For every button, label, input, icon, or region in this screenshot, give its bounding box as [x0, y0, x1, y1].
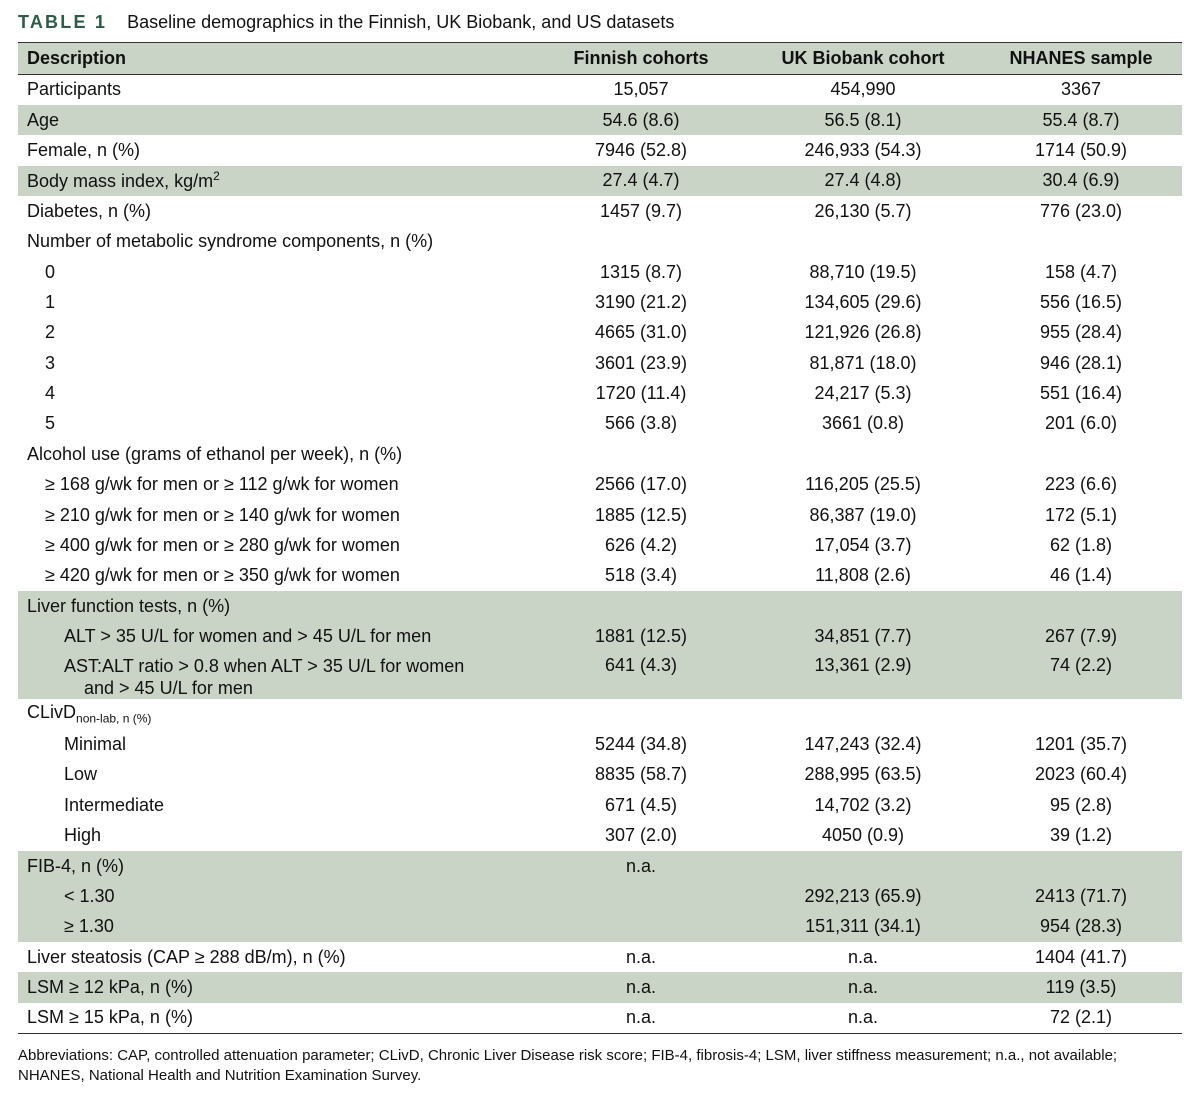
- subscript-text: non-lab: [76, 711, 117, 726]
- demographics-table: [18, 42, 1182, 1034]
- cell-finnish: 671 (4.5): [604, 794, 678, 815]
- cell-finnish: 626 (4.2): [604, 535, 678, 556]
- cell-ukbiobank: 121,926 (26.8): [804, 322, 922, 343]
- row-description: ≥ 168 g/wk for men or ≥ 112 g/wk for women: [45, 474, 399, 495]
- row-description: Participants: [27, 79, 122, 100]
- row-description: 5: [45, 413, 56, 434]
- cell-ukbiobank: 13,361 (2.9): [814, 654, 912, 675]
- row-description: Diabetes, n (%): [27, 200, 152, 221]
- cell-nhanes: 46 (1.4): [1049, 565, 1113, 586]
- table-row: [18, 790, 1182, 820]
- row-description: Liver steatosis (CAP ≥ 288 dB/m), n (%): [27, 946, 346, 967]
- cell-finnish: 5244 (34.8): [594, 734, 688, 754]
- cell-nhanes: 74 (2.2): [1049, 654, 1113, 675]
- table-row: [18, 409, 1182, 439]
- cell-finnish: [536, 591, 746, 621]
- row-description: Intermediate: [64, 794, 165, 815]
- cell-finnish: 566 (3.8): [604, 413, 678, 434]
- cell-ukbiobank: 27.4 (4.8): [824, 170, 902, 191]
- cell-finnish: 8835 (58.7): [594, 764, 688, 785]
- cell-nhanes: 223 (6.6): [1044, 474, 1118, 495]
- row-description: High: [64, 825, 102, 846]
- row-description: Age: [27, 109, 60, 130]
- cell-nhanes: [980, 699, 1182, 729]
- cell-nhanes: 556 (16.5): [1039, 291, 1123, 312]
- cell-ukbiobank: 292,213 (65.9): [804, 885, 922, 906]
- header-finnish: Finnish cohorts: [536, 43, 746, 75]
- cell-ukbiobank: 56.5 (8.1): [824, 109, 902, 130]
- cell-finnish: 641 (4.3): [604, 654, 678, 675]
- row-description: 3: [45, 352, 56, 373]
- cell-finnish: 1885 (12.5): [594, 504, 688, 525]
- row-description: ≥ 210 g/wk for men or ≥ 140 g/wk for women: [45, 504, 400, 525]
- table-row: [18, 942, 1182, 972]
- cell-ukbiobank: 134,605 (29.6): [804, 291, 922, 312]
- row-description: Minimal: [64, 734, 127, 754]
- cell-finnish: n.a.: [625, 855, 657, 876]
- cell-ukbiobank: 3661 (0.8): [821, 413, 905, 434]
- row-description: FIB-4, n (%): [27, 855, 125, 876]
- cell-ukbiobank: 4050 (0.9): [821, 825, 905, 846]
- table-row: [18, 760, 1182, 790]
- table-row: [18, 470, 1182, 500]
- cell-finnish: [536, 699, 746, 729]
- cell-ukbiobank: [746, 439, 980, 469]
- row-description: [18, 699, 536, 729]
- cell-finnish: 54.6 (8.6): [602, 109, 680, 130]
- row-description: ≥ 400 g/wk for men or ≥ 280 g/wk for women: [45, 535, 400, 556]
- cell-ukbiobank: 288,995 (63.5): [804, 764, 922, 785]
- table-row: [18, 699, 1182, 729]
- cell-nhanes: 55.4 (8.7): [1042, 109, 1120, 130]
- cell-nhanes: 62 (1.8): [1049, 535, 1113, 556]
- row-description: < 1.30: [64, 885, 115, 906]
- table-row: [18, 378, 1182, 408]
- cell-nhanes: 954 (28.3): [1039, 916, 1123, 937]
- cell-finnish: [536, 881, 746, 911]
- cell-nhanes: 30.4 (6.9): [1042, 170, 1120, 191]
- cell-finnish: 307 (2.0): [604, 825, 678, 846]
- cell-finnish: 3190 (21.2): [594, 291, 688, 312]
- table-caption: [18, 12, 1182, 42]
- subscript: [76, 712, 151, 726]
- row-description: 1: [45, 291, 56, 312]
- cell-finnish: 518 (3.4): [604, 565, 678, 586]
- cell-nhanes: 1201 (35.7): [1034, 734, 1128, 754]
- cell-ukbiobank: [746, 591, 980, 621]
- cell-finnish: [536, 226, 746, 256]
- cell-finnish: 27.4 (4.7): [602, 170, 680, 191]
- table-row: [18, 196, 1182, 226]
- table-row: [18, 851, 1182, 881]
- cell-ukbiobank: 81,871 (18.0): [809, 352, 917, 373]
- cell-finnish: 7946 (52.8): [594, 139, 688, 160]
- cell-ukbiobank: n.a.: [847, 977, 879, 998]
- cell-nhanes: 2413 (71.7): [1034, 885, 1128, 906]
- table-row: [18, 561, 1182, 591]
- cell-nhanes: 1714 (50.9): [1034, 139, 1128, 160]
- cell-ukbiobank: 14,702 (3.2): [814, 794, 912, 815]
- table-row: [18, 105, 1182, 135]
- row-description-line1: AST:ALT ratio > 0.8 when ALT > 35 U/L for women: [64, 655, 465, 676]
- cell-ukbiobank: n.a.: [746, 1003, 980, 1033]
- cell-finnish: 15,057: [613, 79, 669, 100]
- row-description: Female, n (%): [27, 139, 141, 160]
- table-row: [18, 912, 1182, 942]
- table-row: [18, 500, 1182, 530]
- cell-ukbiobank: 24,217 (5.3): [814, 383, 912, 404]
- cell-finnish: 1457 (9.7): [599, 200, 683, 221]
- cell-nhanes: 267 (7.9): [1044, 626, 1118, 647]
- cell-ukbiobank: 454,990: [830, 79, 896, 100]
- cell-nhanes: [980, 439, 1182, 469]
- cell-ukbiobank: 86,387 (19.0): [809, 504, 917, 525]
- superscript: 2: [213, 169, 220, 184]
- cell-nhanes: 95 (2.8): [1049, 794, 1113, 815]
- cell-nhanes: [980, 851, 1182, 881]
- header-ukbiobank: UK Biobank cohort: [746, 43, 980, 75]
- table-row: [18, 591, 1182, 621]
- table-row: [18, 530, 1182, 560]
- cell-nhanes: 172 (5.1): [1044, 504, 1118, 525]
- cell-nhanes: 2023 (60.4): [1034, 764, 1128, 785]
- cell-ukbiobank: 147,243 (32.4): [804, 734, 922, 754]
- cell-nhanes: 955 (28.4): [1039, 322, 1123, 343]
- cell-finnish: n.a.: [536, 1003, 746, 1033]
- table-row: [18, 226, 1182, 256]
- row-description: [18, 652, 536, 699]
- cell-finnish: [536, 439, 746, 469]
- table-label: TABLE 1: [18, 12, 108, 32]
- row-description: Liver function tests, n (%): [27, 595, 231, 616]
- row-description: Alcohol use (grams of ethanol per week), n (%): [27, 443, 403, 464]
- row-description: 2: [45, 322, 56, 343]
- cell-finnish: [536, 912, 746, 942]
- cell-finnish: n.a.: [625, 946, 657, 967]
- cell-nhanes: 72 (2.1): [980, 1003, 1182, 1033]
- header-row: [18, 43, 1182, 75]
- cell-finnish: 3601 (23.9): [594, 352, 688, 373]
- cell-finnish: 2566 (17.0): [594, 474, 688, 495]
- cell-ukbiobank: 11,808 (2.6): [815, 565, 911, 586]
- cell-ukbiobank: 34,851 (7.7): [814, 626, 912, 647]
- table-row: [18, 972, 1182, 1002]
- table-row: [18, 348, 1182, 378]
- table-row: [18, 439, 1182, 469]
- cell-ukbiobank: [746, 699, 980, 729]
- cell-nhanes: [980, 591, 1182, 621]
- cell-nhanes: 776 (23.0): [1039, 200, 1123, 221]
- table-row: [18, 287, 1182, 317]
- header-description: Description: [18, 43, 536, 75]
- cell-ukbiobank: [746, 226, 980, 256]
- cell-nhanes: 158 (4.7): [1044, 261, 1118, 282]
- cell-ukbiobank: 151,311 (34.1): [805, 916, 921, 937]
- cell-ukbiobank: 116,205 (25.5): [805, 474, 921, 495]
- cell-nhanes: 201 (6.0): [1044, 413, 1118, 434]
- row-description: Number of metabolic syndrome components, n (%): [27, 231, 434, 252]
- cell-finnish: 4665 (31.0): [594, 322, 688, 343]
- table-row: [18, 729, 1182, 759]
- cell-finnish: 1315 (8.7): [599, 261, 683, 282]
- table-footnote: Abbreviations: CAP, controlled attenuation parameter; CLivD, Chronic Liver Disease risk score; FIB-4, fibrosis-4; LSM, liver stiffness measurement; n.a., not available; NHANES, National Health and Nutrition Examination Survey.: [18, 1046, 1118, 1084]
- table-row: [18, 820, 1182, 850]
- cell-nhanes: 3367: [1060, 79, 1102, 100]
- table-row: [18, 257, 1182, 287]
- table-row: [18, 135, 1182, 165]
- cell-finnish: 1881 (12.5): [594, 626, 688, 647]
- row-description: ALT > 35 U/L for women and > 45 U/L for men: [64, 626, 432, 647]
- cell-nhanes: 1404 (41.7): [1034, 946, 1128, 967]
- cell-finnish: 1720 (11.4): [595, 383, 687, 404]
- row-description-line2: and > 45 U/L for men: [84, 677, 253, 698]
- cell-ukbiobank: n.a.: [847, 946, 879, 967]
- row-description: 4: [45, 383, 56, 404]
- table-row: [18, 166, 1182, 196]
- table-row: [18, 318, 1182, 348]
- cell-ukbiobank: 26,130 (5.7): [814, 200, 912, 221]
- cell-nhanes: 946 (28.1): [1039, 352, 1123, 373]
- row-description: [18, 166, 536, 196]
- subscript-tail: , n (%): [116, 711, 152, 726]
- table-row: [18, 1003, 1182, 1033]
- cell-ukbiobank: 88,710 (19.5): [809, 261, 917, 282]
- row-description: 0: [45, 261, 56, 282]
- table-row: [18, 881, 1182, 911]
- row-description: ≥ 420 g/wk for men or ≥ 350 g/wk for women: [45, 565, 400, 586]
- row-description: LSM ≥ 12 kPa, n (%): [27, 977, 193, 998]
- cell-nhanes: 119 (3.5): [1045, 977, 1117, 998]
- row-description-text: CLivD: [27, 702, 77, 723]
- cell-finnish: n.a.: [625, 977, 657, 998]
- cell-nhanes: 39 (1.2): [1049, 825, 1113, 846]
- table-row: [18, 622, 1182, 652]
- row-description: ≥ 1.30: [64, 916, 114, 937]
- cell-nhanes: 551 (16.4): [1039, 383, 1123, 404]
- table-row: [18, 652, 1182, 699]
- header-nhanes: NHANES sample: [980, 43, 1182, 75]
- cell-ukbiobank: [746, 851, 980, 881]
- table-title: Baseline demographics in the Finnish, UK Biobank, and US datasets: [127, 12, 675, 32]
- row-description-text: Body mass index, kg/m: [27, 171, 214, 192]
- cell-ukbiobank: 17,054 (3.7): [814, 535, 912, 556]
- cell-nhanes: [980, 226, 1182, 256]
- table-row: [18, 75, 1182, 105]
- row-description: Low: [64, 764, 98, 785]
- cell-ukbiobank: 246,933 (54.3): [804, 139, 922, 160]
- row-description: LSM ≥ 15 kPa, n (%): [18, 1003, 536, 1033]
